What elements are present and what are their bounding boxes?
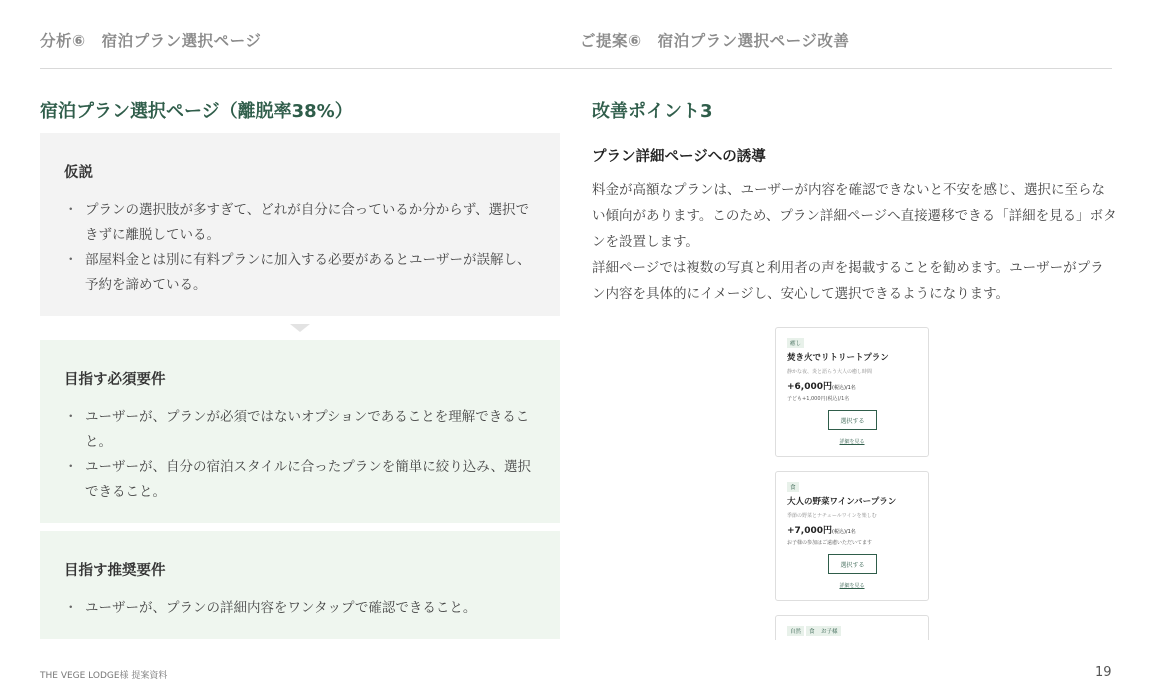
- down-arrow-icon: [290, 324, 310, 332]
- footer-client-label: THE VEGE LODGE様 提案資料: [40, 671, 168, 681]
- plan-note: 子ども+1,000円(税込)/1名: [787, 396, 850, 402]
- details-link[interactable]: 詳細を見る: [839, 583, 865, 589]
- hypothesis-list: [64, 198, 536, 298]
- required-box: [40, 340, 560, 523]
- plan-card: [775, 327, 929, 457]
- plan-tag: 食: [787, 482, 799, 492]
- list-item: ・ ユーザーが、プランが必須ではないオプションであることを理解できること。: [64, 405, 536, 455]
- plan-price: +6,000円(税込)/1名: [787, 382, 856, 392]
- recommended-heading: 目指す推奨要件: [64, 563, 166, 579]
- description-paragraph: 料金が高額なプランは、ユーザーが内容を確認できないと不安を感じ、選択に至らない傾向があります。このため、プラン詳細ページへ直接遷移できる「詳細を見る」ボタンを設置します。: [592, 182, 1117, 250]
- list-item: ・ プランの選択肢が多すぎて、どれが自分に合っているか分からず、選択できずに離脱している。: [64, 198, 536, 248]
- description-paragraph: 詳細ページでは複数の写真と利用者の声を掲載することを勧めます。ユーザーがプラン内容を具体的にイメージし、安心して選択できるようになります。: [592, 260, 1104, 302]
- plan-price: +7,000円(税込)/1名: [787, 526, 856, 536]
- plan-note: お子様の参加はご遠慮いただいてます: [787, 540, 873, 546]
- details-link[interactable]: 詳細を見る: [839, 439, 865, 445]
- hypothesis-box: [40, 133, 560, 316]
- plan-description: 静かな夜、炎と語らう大人の癒し時間: [787, 369, 873, 375]
- required-list: [64, 405, 536, 505]
- list-item: ・ 部屋料金とは別に有料プランに加入する必要があるとユーザーが誤解し、予約を諦めている。: [64, 248, 536, 298]
- plan-tag: 癒し: [787, 338, 804, 348]
- plan-name: 焚き火でリトリートプラン: [787, 353, 889, 363]
- page-number: 19: [1095, 665, 1112, 680]
- plan-tag: 食: [806, 626, 818, 636]
- plan-name: 大人の野菜ワインバープラン: [787, 497, 897, 507]
- plan-tag: お子様: [818, 626, 841, 636]
- plan-mockup: [766, 320, 938, 640]
- recommended-list: [64, 596, 536, 621]
- recommended-box: [40, 531, 560, 639]
- improvement-subheading: プラン詳細ページへの誘導: [592, 149, 766, 165]
- plan-tag: 自然: [787, 626, 804, 636]
- plan-card: [775, 471, 929, 601]
- select-button[interactable]: 選択する: [828, 410, 877, 430]
- section-label-proposal: ご提案⑥ 宿泊プラン選択ページ改善: [580, 32, 850, 50]
- improvement-title: 改善ポイント3: [592, 101, 713, 122]
- required-heading: 目指す必須要件: [64, 372, 166, 388]
- page-title-analysis: 宿泊プラン選択ページ（離脱率38%）: [40, 101, 353, 122]
- select-button[interactable]: 選択する: [828, 554, 877, 574]
- hypothesis-heading: 仮説: [64, 165, 93, 181]
- list-item: ・ ユーザーが、自分の宿泊スタイルに合ったプランを簡単に絞り込み、選択できること。: [64, 455, 536, 505]
- list-item: ・ ユーザーが、プランの詳細内容をワンタップで確認できること。: [64, 596, 536, 621]
- plan-description: 季節の野菜とナチュールワインを楽しむ: [787, 513, 877, 519]
- section-label-analysis: 分析⑥ 宿泊プラン選択ページ: [40, 32, 262, 50]
- plan-card: [775, 615, 929, 640]
- header-divider: [40, 68, 1112, 69]
- improvement-description: [592, 177, 1117, 307]
